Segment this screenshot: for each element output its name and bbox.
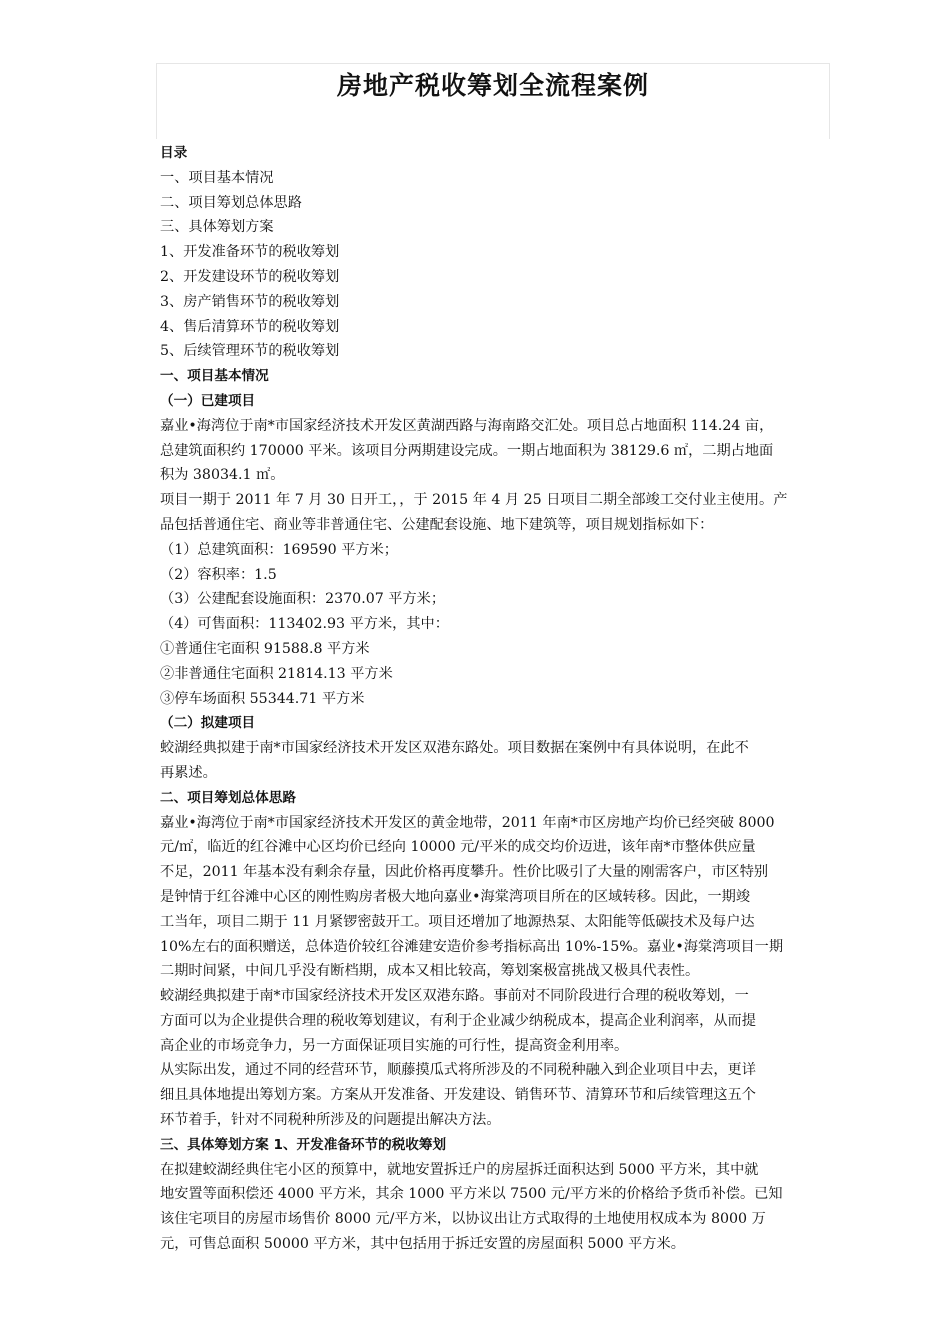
paragraph-line: 高企业的市场竞争力，另一方面保证项目实施的可行性，提高资金利用率。	[160, 1037, 629, 1054]
toc-item: 三、具体筹划方案	[160, 219, 274, 236]
paragraph-line: 工当年，项目二期于 11 月紧锣密鼓开工。项目还增加了地源热泵、太阳能等低碳技术及每户达	[160, 913, 755, 930]
paragraph-line: 是钟情于红谷滩中心区的刚性购房者极大地向嘉业•海棠湾项目所在的区域转移。因此，一期竣	[160, 888, 751, 905]
paragraph-line: 总建筑面积约 170000 平米。该项目分两期建设完成。一期占地面积为 38129.6 ㎡，二期占地面	[160, 442, 774, 459]
document-body	[160, 141, 828, 1257]
paragraph-line: 再累述。	[160, 764, 217, 781]
paragraph-line: 该住宅项目的房屋市场售价 8000 元/平方米，以协议出让方式取得的土地使用权成本为 8000 万	[160, 1211, 766, 1228]
section-heading: 一、项目基本情况	[160, 368, 269, 385]
subsection-heading: （一）已建项目	[160, 392, 256, 409]
toc-item: 3、房产销售环节的税收筹划	[160, 293, 340, 310]
document-title: 房地产税收筹划全流程案例	[336, 71, 649, 100]
subsection-heading: （二）拟建项目	[160, 715, 256, 732]
toc-item: 二、项目筹划总体思路	[160, 194, 302, 211]
paragraph-line: 嘉业•海湾位于南*市国家经济技术开发区黄湖西路与海南路交汇处。项目总占地面积 114.24 亩，	[160, 417, 774, 434]
paragraph-line: 不足，2011 年基本没有剩余存量，因此价格再度攀升。性价比吸引了大量的刚需客户，市区特别	[160, 864, 769, 881]
toc-item: 5、后续管理环节的税收筹划	[160, 343, 340, 360]
paragraph-line: 积为 38034.1 ㎡。	[160, 467, 285, 484]
paragraph-line: 方面可以为企业提供合理的税收筹划建议，有利于企业减少纳税成本，提高企业利润率，从而提	[160, 1012, 756, 1029]
paragraph-line: 环节着手，针对不同税种所涉及的问题提出解决方法。	[160, 1112, 501, 1129]
toc-item: 2、开发建设环节的税收筹划	[160, 268, 340, 285]
paragraph-line: 元/㎡，临近的红谷滩中心区均价已经向 10000 元/平米的成交均价迈进，该年南*市整体供应量	[160, 839, 756, 856]
paragraph-line: 蛟湖经典拟建于南*市国家经济技术开发区双港东路处。项目数据在案例中有具体说明，在此不	[160, 740, 749, 757]
metric-item: （4）可售面积：113402.93 平方米，其中：	[160, 616, 449, 633]
metric-item: （2）容积率：1.5	[160, 566, 277, 583]
metric-item: （3）公建配套设施面积：2370.07 平方米；	[160, 591, 446, 608]
paragraph-line: 蛟湖经典拟建于南*市国家经济技术开发区双港东路。事前对不同阶段进行合理的税收筹划，一	[160, 988, 749, 1005]
metric-item: ①普通住宅面积 91588.8 平方米	[160, 640, 370, 657]
title-box	[156, 63, 830, 139]
toc-heading: 目录	[160, 145, 188, 161]
metric-item: ②非普通住宅面积 21814.13 平方米	[160, 665, 393, 682]
section-heading: 三、具体筹划方案 1、开发准备环节的税收筹划	[160, 1136, 447, 1153]
toc-item: 一、项目基本情况	[160, 169, 274, 186]
toc-item: 1、开发准备环节的税收筹划	[160, 244, 340, 261]
toc-item: 4、售后清算环节的税收筹划	[160, 318, 340, 335]
paragraph-line: 嘉业•海湾位于南*市国家经济技术开发区的黄金地带，2011 年南*市区房地产均价已经突破 8000	[160, 814, 775, 831]
paragraph-line: 二期时间紧，中间几乎没有断档期，成本又相比较高，筹划案极富挑战又极具代表性。	[160, 963, 700, 980]
paragraph-line: 元，可售总面积 50000 平方米，其中包括用于拆迁安置的房屋面积 5000 平方米。	[160, 1236, 685, 1253]
paragraph-line: 细且具体地提出筹划方案。方案从开发准备、开发建设、销售环节、清算环节和后续管理这五个	[160, 1087, 756, 1104]
metric-item: ③停车场面积 55344.71 平方米	[160, 690, 365, 707]
paragraph-line: 品包括普通住宅、商业等非普通住宅、公建配套设施、地下建筑等，项目规划指标如下：	[160, 516, 714, 533]
paragraph-line: 地安置等面积偿还 4000 平方米，其余 1000 平方米以 7500 元/平方米的价格给予货币补偿。已知	[160, 1186, 783, 1203]
metric-item: （1）总建筑面积：169590 平方米；	[160, 541, 398, 558]
paragraph-line: 在拟建蛟湖经典住宅小区的预算中，就地安置拆迁户的房屋拆迁面积达到 5000 平方米，其中就	[160, 1161, 759, 1178]
section-heading: 二、项目筹划总体思路	[160, 789, 296, 806]
paragraph-line: 项目一期于 2011 年 7 月 30 日开工，，于 2015 年 4 月 25 日项目二期全部竣工交付业主使用。产	[160, 492, 788, 509]
paragraph-line: 从实际出发，通过不同的经营环节，顺藤摸瓜式将所涉及的不同税种融入到企业项目中去，更详	[160, 1062, 756, 1079]
paragraph-line: 10%左右的面积赠送，总体造价较红谷滩建安造价参考指标高出 10%-15%。嘉业•海棠湾项目一期	[160, 938, 784, 955]
